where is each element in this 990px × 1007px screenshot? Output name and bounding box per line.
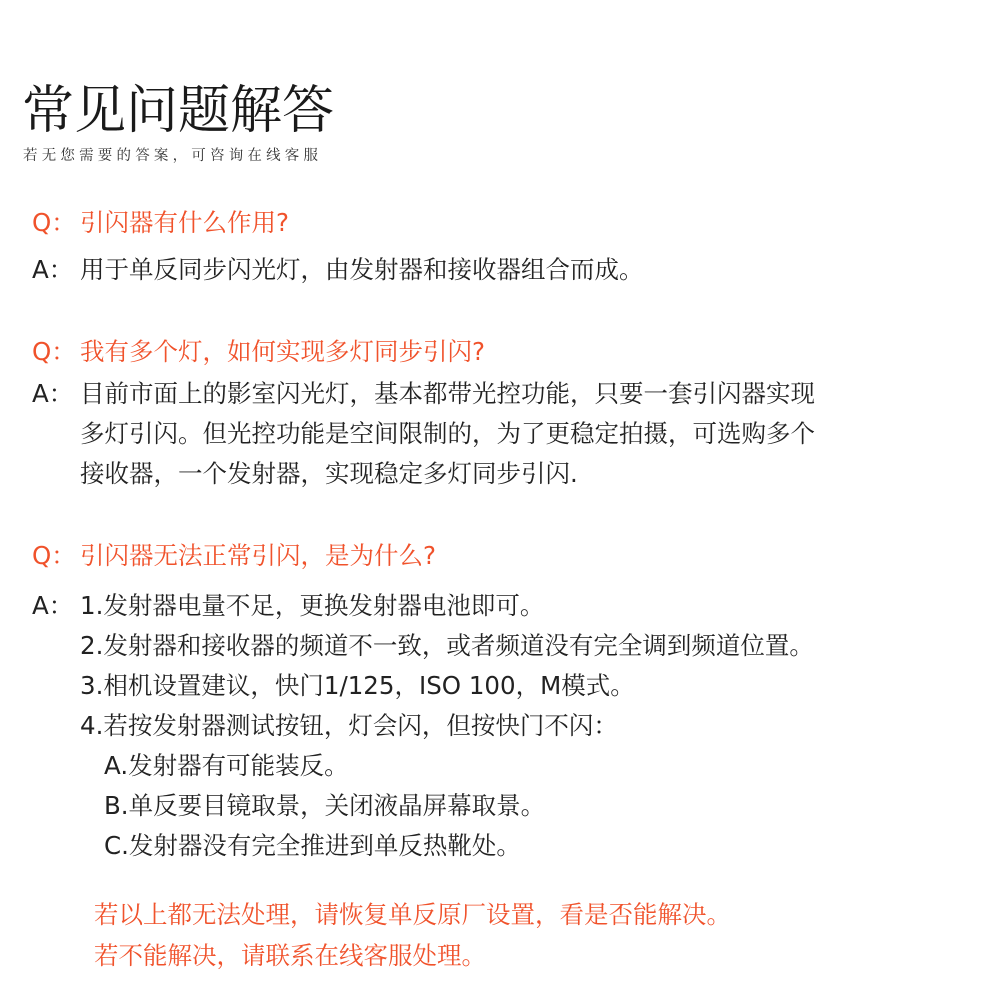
faq-answer-3	[32, 590, 544, 622]
q-prefix: Q：	[32, 541, 76, 570]
page-subtitle: 若无您需要的答案，可咨询在线客服	[23, 148, 323, 164]
q-prefix: Q：	[32, 208, 76, 237]
a-prefix: A：	[32, 379, 74, 408]
answer-line: A.发射器有可能装反。	[104, 751, 349, 780]
question-text: 我有多个灯，如何实现多灯同步引闪?	[80, 337, 486, 366]
footer-note-line: 若以上都无法处理，请恢复单反原厂设置，看是否能解决。	[94, 900, 731, 929]
faq-question-3	[32, 540, 436, 572]
footer-note-line: 若不能解决，请联系在线客服处理。	[94, 941, 486, 970]
q-prefix: Q：	[32, 337, 76, 366]
answer-line: 用于单反同步闪光灯，由发射器和接收器组合而成。	[80, 255, 644, 284]
answer-line: C.发射器没有完全推进到单反热靴处。	[104, 831, 521, 860]
answer-line: 2.发射器和接收器的频道不一致，或者频道没有完全调到频道位置。	[80, 631, 814, 660]
answer-line: B.单反要目镜取景，关闭液晶屏幕取景。	[104, 791, 546, 820]
faq-question-1	[32, 207, 289, 239]
question-text: 引闪器无法正常引闪，是为什么?	[80, 541, 437, 570]
answer-line: 接收器，一个发射器，实现稳定多灯同步引闪.	[80, 459, 578, 488]
page-title: 常见问题解答	[22, 81, 335, 141]
faq-answer-1	[32, 254, 644, 286]
answer-line: 1.发射器电量不足，更换发射器电池即可。	[80, 591, 545, 620]
question-text: 引闪器有什么作用?	[80, 208, 290, 237]
a-prefix: A：	[32, 591, 74, 620]
answer-line: 多灯引闪。但光控功能是空间限制的，为了更稳定拍摄，可选购多个	[80, 419, 815, 448]
faq-answer-2	[32, 378, 815, 410]
answer-line: 4.若按发射器测试按钮，灯会闪，但按快门不闪：	[80, 711, 618, 740]
answer-line: 目前市面上的影室闪光灯，基本都带光控功能，只要一套引闪器实现	[80, 379, 815, 408]
answer-line: 3.相机设置建议，快门1/125，ISO 100，M模式。	[80, 671, 635, 700]
faq-question-2	[32, 336, 485, 368]
a-prefix: A：	[32, 255, 74, 284]
